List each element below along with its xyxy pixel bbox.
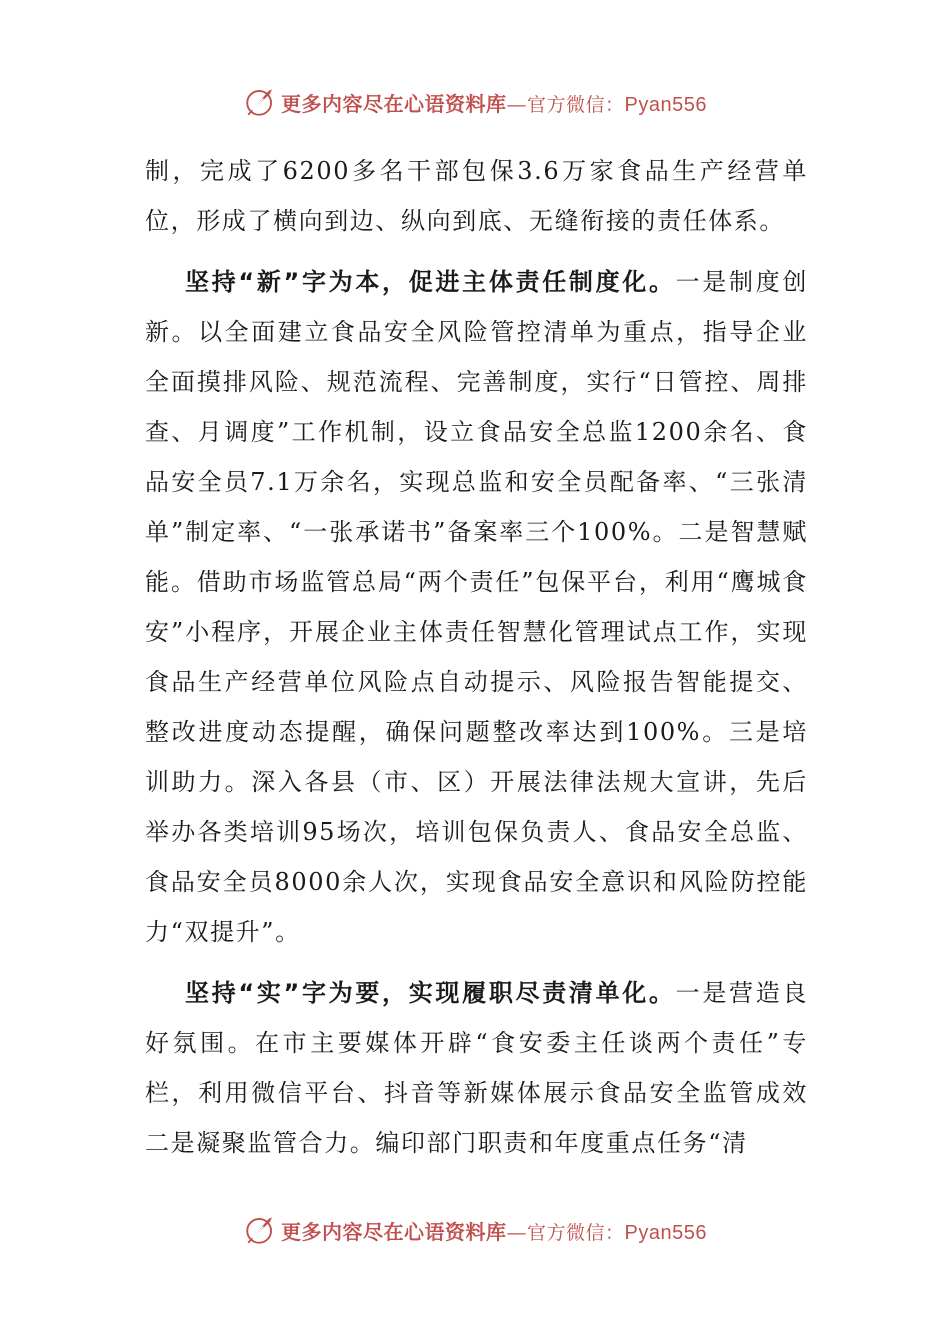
- document-body: [145, 146, 808, 1168]
- paragraph-lead: 坚持“新”字为本，促进主体责任制度化。: [185, 268, 676, 296]
- watermark-header: [0, 82, 950, 122]
- paragraph-continuation: 制，完成了6200多名干部包保3.6万家食品生产经营单位，形成了横向到边、纵向到底、无缝衔接的责任体系。: [145, 157, 808, 235]
- watermark-text: 更多内容尽在心语资料库—官方微信：Pyan556: [281, 91, 707, 116]
- paragraph-practical-principle: 坚持“实”字为要，实现履职尽责清单化。一是营造良好氛围。在市主要媒体开辟“食安委主任谈两个责任”专栏，利用微信平台、抖音等新媒体展示食品安全监管成效二是凝聚监管合力。编印部门职责和年度重点任务“清: [145, 979, 808, 1157]
- watermark-footer: [0, 1210, 950, 1250]
- quill-logo-icon: [243, 85, 277, 119]
- paragraph-lead: 坚持“实”字为要，实现履职尽责清单化。: [185, 979, 676, 1007]
- watermark-text: 更多内容尽在心语资料库—官方微信：Pyan556: [281, 1219, 707, 1244]
- paragraph-new-principle: 坚持“新”字为本，促进主体责任制度化。一是制度创新。以全面建立食品安全风险管控清单为重点，指导企业全面摸排风险、规范流程、完善制度，实行“日管控、周排查、月调度”工作机制，设立食品安全总监1200余名、食品安全员7.1万余名，实现总监和安全员配备率、“三张清单”制定率、“一张承诺书”备案率三个100%。二是智慧赋能。借助市场监管总局“两个责任”包保平台，利用“鹰城食安”小程序，开展企业主体责任智慧化管理试点工作，实现食品生产经营单位风险点自动提示、风险报告智能提交、整改进度动态提醒，确保问题整改率达到100%。三是培训助力。深入各县（市、区）开展法律法规大宣讲，先后举办各类培训95场次，培训包保负责人、食品安全总监、食品安全员8000余人次，实现食品安全意识和风险防控能力“双提升”。: [145, 268, 808, 946]
- quill-logo-icon: [243, 1213, 277, 1247]
